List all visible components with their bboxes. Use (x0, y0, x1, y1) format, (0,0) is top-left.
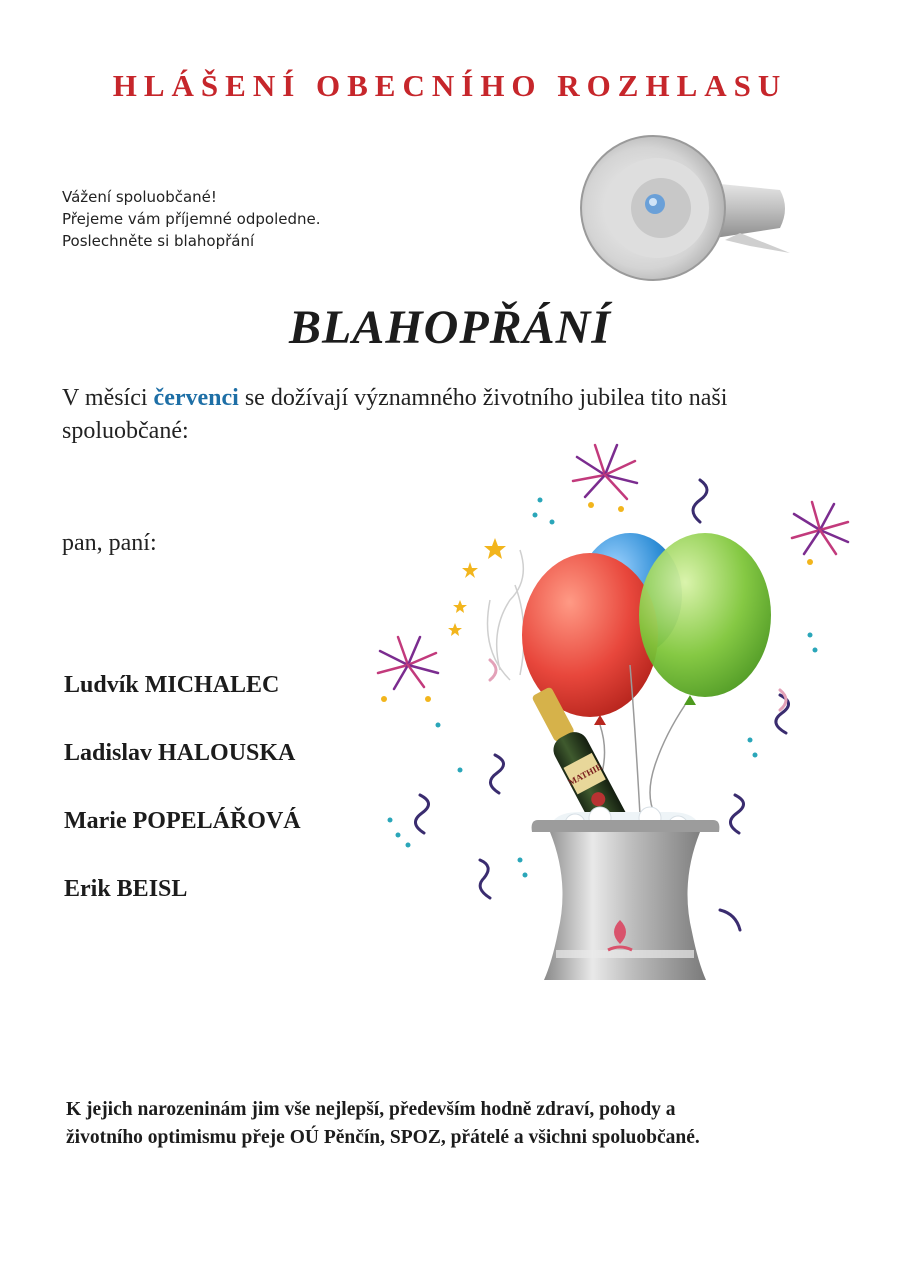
salutation: pan, paní: (62, 530, 157, 556)
celebration-illustration (360, 440, 870, 1000)
sparkle-trails (488, 550, 525, 680)
closing-line: K jejich narozeninám jim vše nejlepší, především hodně zdraví, pohody a (66, 1099, 676, 1120)
closing-message (66, 1096, 866, 1152)
megaphone-icon (575, 128, 805, 298)
greeting (62, 186, 321, 252)
greeting-line: Vážení spoluobčané! (62, 188, 217, 206)
jubilant-name: Ludvík MICHALEC (64, 672, 280, 698)
star-icon (448, 538, 506, 636)
closing-line: životního optimismu přeje OÚ Pěnčín, SPOZ, přátelé a všichni spoluobčané. (66, 1127, 700, 1148)
bottle-label: MATHIE (566, 761, 604, 788)
jubilant-name: Erik BEISL (64, 876, 188, 902)
main-title: BLAHOPŘÁNÍ (288, 301, 612, 354)
intro-text-end: se dožívají významného životního jubilea tito naši spoluobčané: (62, 385, 728, 444)
header-title: HLÁŠENÍ OBECNÍHO ROZHLASU (112, 68, 788, 103)
intro-paragraph (62, 382, 842, 448)
jubilant-name: Ladislav HALOUSKA (64, 740, 296, 766)
balloons-icon (522, 533, 771, 825)
ice-bucket-icon (532, 807, 720, 980)
intro-text-start: V měsíci (62, 385, 154, 411)
greeting-line: Přejeme vám příjemné odpoledne. (62, 210, 321, 228)
intro-month: červenci (153, 385, 239, 411)
jubilant-list (64, 672, 301, 944)
greeting-line: Poslechněte si blahopřání (62, 232, 255, 250)
jubilant-name: Marie POPELÁŘOVÁ (64, 808, 301, 834)
